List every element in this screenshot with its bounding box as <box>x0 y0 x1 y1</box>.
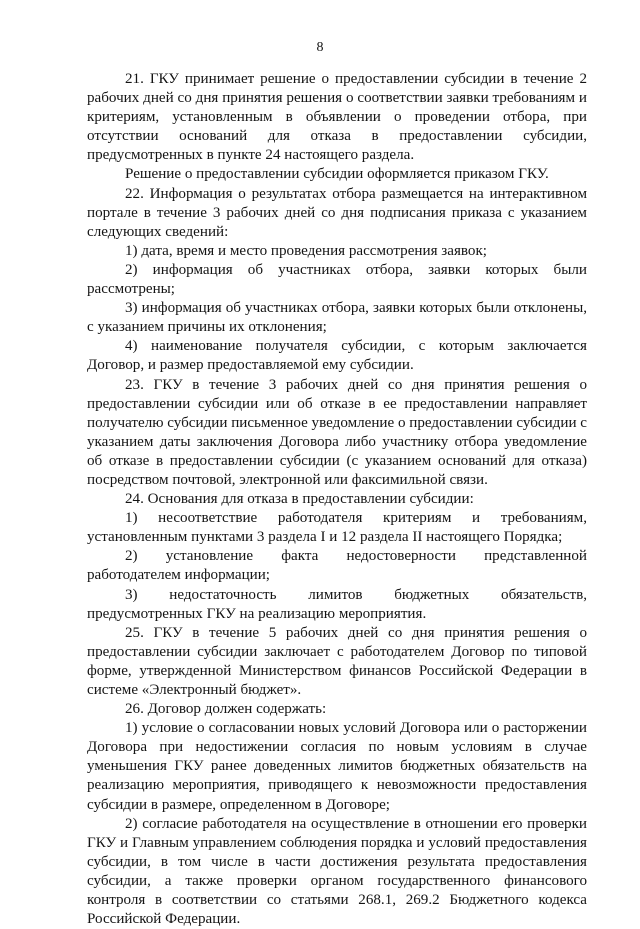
paragraph-25: 25. ГКУ в течение 5 рабочих дней со дня принятия решения о предоставлении субсидии заключает с работодателем Договор по типовой форме, утвержденной Министерством финансов Российской Федерации в системе «Электронный бюджет». <box>87 624 587 698</box>
list-item-26-1: 1) условие о согласовании новых условий Договора или о расторжении Договора при недостижении согласия по новым условиям в случае уменьшения ГКУ ранее доведенных лимитов бюджетных обязательств на реализацию мероприятия, приводящего к невозможности предоставления субсидии в размере, определенном в Договоре; <box>87 720 587 813</box>
list-item-22-3: 3) информация об участниках отбора, заявки которых были отклонены, с указанием причины их отклонения; <box>87 300 587 336</box>
paragraph-26: 26. Договор должен содержать: <box>125 701 327 718</box>
list-item-24-2: 2) установление факта недостоверности представленной работодателем информации; <box>87 548 587 584</box>
paragraph-21: 21. ГКУ принимает решение о предоставлении субсидии в течение 2 рабочих дней со дня принятия решения о соответствии заявки требованиям и критериям, установленным в объявлении о проведении отбора, при отсутствии оснований для отказа в предоставлении субсидии, предусмотренных в пункте 24 настоящего раздела. <box>87 71 587 164</box>
page-number: 8 <box>316 40 324 55</box>
list-item-24-1: 1) несоответствие работодателя критериям и требованиям, установленным пунктами 3 раздела I и 12 раздела II настоящего Порядка; <box>87 510 587 546</box>
paragraph-decision-order: Решение о предоставлении субсидии оформляется приказом ГКУ. <box>125 166 549 183</box>
paragraph-22: 22. Информация о результатах отбора размещается на интерактивном портале в течение 3 рабочих дней со дня подписания приказа с указанием следующих сведений: <box>87 185 587 240</box>
paragraph-23: 23. ГКУ в течение 3 рабочих дней со дня принятия решения о предоставлении субсидии или об отказе в ее предоставлении направляет получателю субсидии письменное уведомление о предоставлении субсидии с указанием даты заключения Договора либо участнику отбора уведомление об отказе в предоставлении субсидии (с указанием оснований для отказа) посредством почтовой, электронной или факсимильной связи. <box>87 376 587 488</box>
list-item-26-2: 2) согласие работодателя на осуществление в отношении его проверки ГКУ и Главным управлением соблюдения порядка и условий предоставления субсидии, в том числе в части достижения результата предоставления субсидии, а также проверки органом государственного финансового контроля в соответствии со статьями 268.1, 269.2 Бюджетного кодекса Российской Федерации. <box>87 815 587 928</box>
list-item-22-2: 2) информация об участниках отбора, заявки которых были рассмотрены; <box>87 261 587 298</box>
list-item-24-3: 3) недостаточность лимитов бюджетных обязательств, предусмотренных ГКУ на реализацию мероприятия. <box>87 586 587 622</box>
list-item-22-1: 1) дата, время и место проведения рассмотрения заявок; <box>125 242 487 259</box>
list-item-22-4: 4) наименование получателя субсидии, с которым заключается Договор, и размер предоставляемой ему субсидии. <box>87 338 587 374</box>
paragraph-24: 24. Основания для отказа в предоставлении субсидии: <box>125 491 474 508</box>
document-body <box>87 70 587 929</box>
